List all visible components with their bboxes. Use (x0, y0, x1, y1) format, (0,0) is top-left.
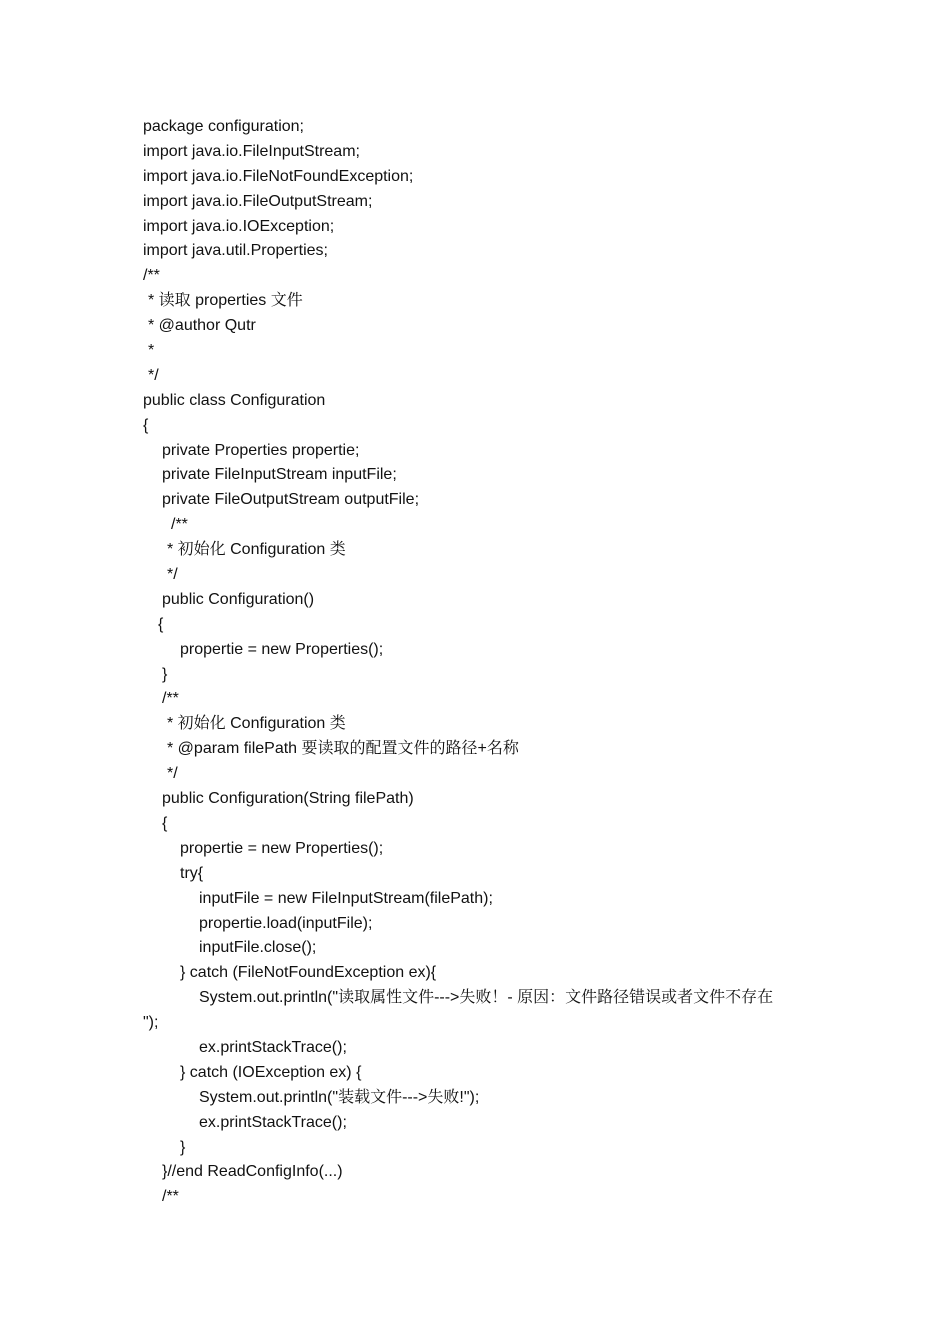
code-line: */ (167, 566, 178, 584)
code-line: System.out.println("装载文件--->失败!"); (199, 1088, 480, 1106)
code-line: inputFile.close(); (199, 939, 317, 957)
code-line: * 读取 properties 文件 (148, 292, 303, 310)
code-line: * @param filePath 要读取的配置文件的路径+名称 (167, 740, 519, 758)
code-line: ex.printStackTrace(); (199, 1038, 347, 1056)
code-line: import java.io.FileInputStream; (143, 142, 360, 160)
code-line: import java.io.FileNotFoundException; (143, 167, 414, 185)
code-line: }//end ReadConfigInfo(...) (162, 1163, 343, 1181)
code-line: package configuration; (143, 118, 304, 135)
code-line: inputFile = new FileInputStream(filePath); (199, 889, 493, 907)
code-line: import java.util.Properties; (143, 242, 328, 260)
code-line: /** (171, 516, 188, 534)
code-line: */ (167, 765, 178, 783)
code-line: try{ (180, 864, 204, 882)
code-line: propertie = new Properties(); (180, 839, 384, 857)
code-line: import java.io.FileOutputStream; (143, 192, 373, 210)
code-line: { (143, 416, 149, 434)
code-line: "); (143, 1014, 159, 1032)
code-line: } (180, 1138, 186, 1156)
code-line: public Configuration(String filePath) (162, 790, 414, 808)
code-line: propertie.load(inputFile); (199, 914, 373, 932)
code-line: import java.io.IOException; (143, 217, 335, 235)
code-line: */ (148, 366, 159, 384)
code-line: /** (162, 690, 179, 708)
code-line: } catch (FileNotFoundException ex){ (180, 964, 437, 982)
code-line: propertie = new Properties(); (180, 640, 384, 658)
code-line: * (148, 342, 155, 360)
code-line: * @author Qutr (148, 317, 256, 335)
code-line: } catch (IOException ex) { (180, 1063, 362, 1081)
code-line: /** (162, 1188, 179, 1206)
code-line: private Properties propertie; (162, 441, 360, 459)
code-line: * 初始化 Configuration 类 (167, 541, 346, 559)
code-line: * 初始化 Configuration 类 (167, 715, 346, 733)
code-line: public Configuration() (162, 590, 315, 608)
code-line: /** (143, 267, 160, 285)
code-line: { (158, 615, 164, 633)
code-line: private FileOutputStream outputFile; (162, 491, 420, 509)
code-line: } (162, 665, 168, 683)
code-line: System.out.println("读取属性文件--->失败！- 原因：文件路径错误或者文件不存在 (199, 989, 774, 1007)
code-line: { (162, 814, 168, 832)
code-line: public class Configuration (143, 391, 326, 409)
code-line: ex.printStackTrace(); (199, 1113, 347, 1131)
code-line: private FileInputStream inputFile; (162, 466, 397, 484)
code-listing (143, 115, 843, 1210)
